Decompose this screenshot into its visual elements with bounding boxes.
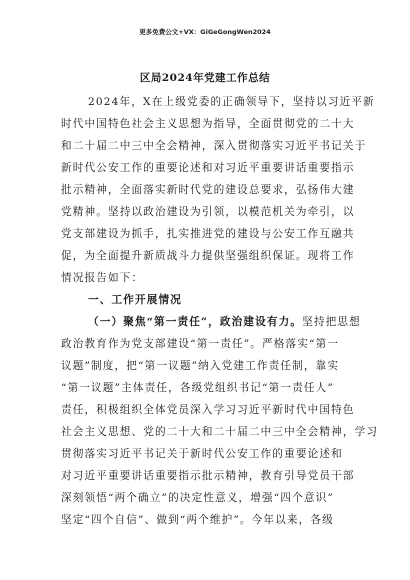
paragraph-line: 和二十届二中三中全会精神，深入贯彻落实习近平书记关于 <box>61 140 367 152</box>
paragraph-line: 坚定“四个自信”、做到“两个维护”。今年以来，各级 <box>61 514 334 526</box>
paragraph-line: 政治教育作为党支部建设“第一责任”。严格落实“第一 <box>61 338 340 350</box>
paragraph-line: 贯彻落实习近平书记关于新时代公安工作的重要论述和 <box>61 448 343 460</box>
paragraph-line: 责任，积极组织全体党员深入学习习近平新时代中国特色 <box>61 404 355 416</box>
paragraph-line: 促，为全面提升新质战斗力提供坚强组织保证。现将工作 <box>61 250 355 262</box>
paragraph-line: 时代中国特色社会主义思想为指导，全面贯彻党的二十大 <box>61 118 355 130</box>
header-note: 更多免费公文+VX：GiGeGongWen2024 <box>139 28 271 36</box>
paragraph-line: “第一议题”主体责任，各级党组织书记“第一责任人” <box>61 382 334 394</box>
subsection-first-line <box>88 315 361 329</box>
paragraph-text: 坚持把思想 <box>302 316 361 328</box>
paragraph-line: 深刻领悟“两个确立”的决定性意义，增强“四个意识” <box>61 492 334 504</box>
paragraph-line: 社会主义思想、党的二十大和二十届二中三中全会精神，学习 <box>61 426 379 438</box>
paragraph-line: 新时代公安工作的重要论述和对习近平重要讲话重要指示 <box>61 162 355 174</box>
paragraph-line: 议题”制度，把“第一议题”纳入党建工作责任制，靠实 <box>61 360 340 372</box>
paragraph-line: 2024年，X在上级党委的正确领导下，坚持以习近平新 <box>88 96 375 108</box>
paragraph-line: 党精神。坚持以政治建设为引领，以模范机关为牵引，以 <box>61 206 355 218</box>
subsection-heading: （一）聚焦“第一责任”，政治建设有力。 <box>88 316 303 328</box>
section-heading: 一、工作开展情况 <box>88 294 182 306</box>
paragraph-line: 对习近平重要讲话重要指示批示精神，教育引导党员干部 <box>61 470 355 482</box>
paragraph-line: 党支部建设为抓手，扎实推进党的建设与公安工作互融共 <box>61 228 355 240</box>
paragraph-line: 情况报告如下： <box>61 272 144 284</box>
paragraph-line: 批示精神，全面落实新时代党的建设总要求，弘扬伟大建 <box>61 184 355 196</box>
page-title: 区局2024年党建工作总结 <box>139 72 271 84</box>
